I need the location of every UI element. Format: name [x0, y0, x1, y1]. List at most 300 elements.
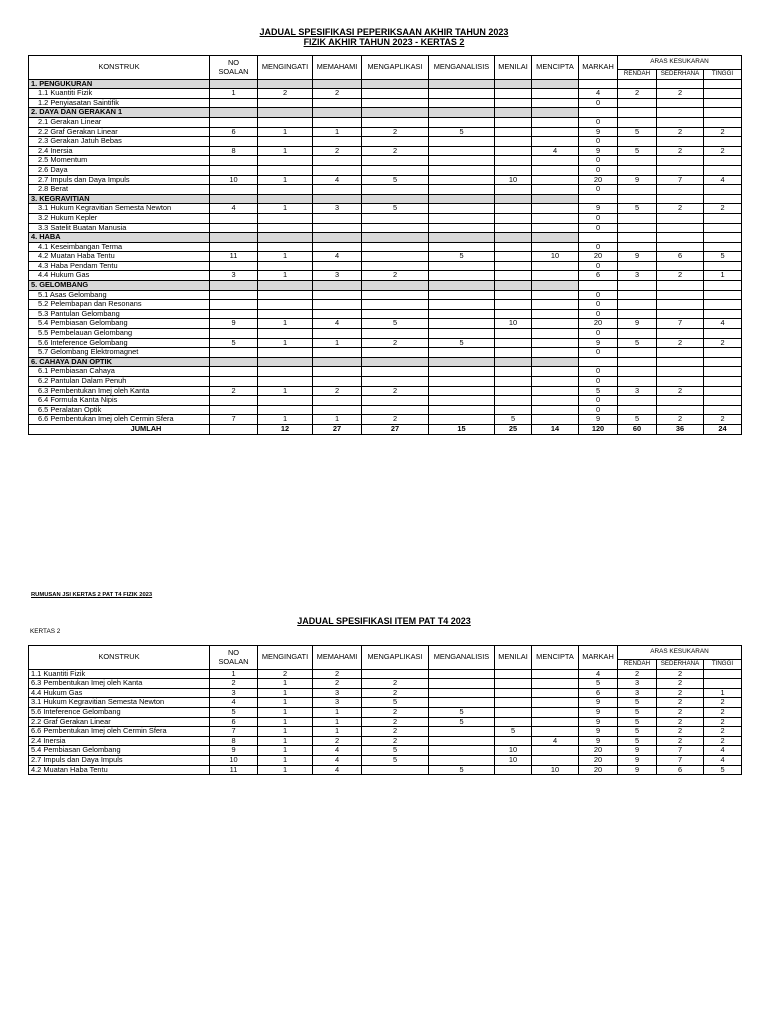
table-cell: [532, 271, 579, 281]
item-cell: [429, 755, 495, 765]
item-konstruk-label: 2.2 Graf Gerakan Linear: [29, 717, 210, 727]
item-cell: [495, 688, 532, 698]
table-cell: [532, 213, 579, 223]
item-cell: 20: [579, 755, 618, 765]
total-cell: 15: [429, 424, 495, 434]
table-cell: [258, 98, 313, 108]
section-cell: [618, 281, 657, 291]
rumusan-caption: RUMUSAN JSI KERTAS 2 PAT T4 FIZIK 2023: [31, 592, 153, 598]
section-row: [29, 194, 742, 204]
table-cell: 2: [313, 89, 362, 99]
table-cell: [258, 117, 313, 127]
table-cell: [210, 261, 258, 271]
table-cell: [618, 367, 657, 377]
item-cell: 10: [532, 765, 579, 775]
table-cell: [258, 261, 313, 271]
table-cell: [532, 338, 579, 348]
item-cell: 9: [579, 698, 618, 708]
table-cell: [532, 309, 579, 319]
table-cell: [313, 156, 362, 166]
table-cell: [313, 329, 362, 339]
table-cell: [210, 329, 258, 339]
header-mengingati: MENGINGATI: [258, 56, 313, 80]
item-table-title: JADUAL SPESIFIKASI ITEM PAT T4 2023: [297, 616, 471, 626]
table-cell: [210, 156, 258, 166]
table-cell: [495, 252, 532, 262]
table-cell: 9: [579, 204, 618, 214]
table-cell: [362, 156, 429, 166]
table-cell: [657, 223, 704, 233]
section-cell: [362, 108, 429, 118]
section-label: 4. HABA: [29, 233, 210, 243]
table-cell: 1: [313, 127, 362, 137]
item-konstruk-label: 1.1 Kuantiti Fizik: [29, 669, 210, 679]
section-cell: [532, 357, 579, 367]
item-cell: 2: [313, 669, 362, 679]
item-cell: 4: [532, 736, 579, 746]
table-cell: 3: [210, 271, 258, 281]
item-cell: [495, 736, 532, 746]
table-cell: [618, 377, 657, 387]
header-memahami: MEMAHAMI: [313, 56, 362, 80]
konstruk-label: 5.2 Pelembapan dan Resonans: [29, 300, 210, 310]
section-cell: [704, 194, 742, 204]
header-markah: MARKAH: [579, 56, 618, 80]
header-menganalisis: MENGANALISIS: [429, 56, 495, 80]
section-cell: [429, 108, 495, 118]
table-cell: 1: [210, 89, 258, 99]
section-cell: [210, 233, 258, 243]
table-cell: 0: [579, 98, 618, 108]
table-cell: [704, 348, 742, 358]
table-row: [29, 117, 742, 127]
table-cell: 2: [657, 204, 704, 214]
table-cell: [618, 309, 657, 319]
item-cell: 9: [579, 727, 618, 737]
item-cell: [532, 669, 579, 679]
item-cell: 3: [618, 679, 657, 689]
section-label: 1. PENGUKURAN: [29, 79, 210, 89]
table-cell: [362, 165, 429, 175]
item-cell: 5: [210, 707, 258, 717]
table-cell: [532, 377, 579, 387]
item-cell: [532, 698, 579, 708]
table-cell: [532, 415, 579, 425]
table-cell: [362, 348, 429, 358]
table-cell: 4: [313, 319, 362, 329]
item-row: [29, 727, 742, 737]
table-cell: [657, 396, 704, 406]
table-cell: 2: [704, 146, 742, 156]
table-cell: 1: [258, 271, 313, 281]
table-cell: [313, 185, 362, 195]
section-cell: [210, 357, 258, 367]
table-cell: 2: [657, 386, 704, 396]
table-row: [29, 271, 742, 281]
table-cell: 9: [579, 415, 618, 425]
table-cell: [495, 213, 532, 223]
table-cell: 11: [210, 252, 258, 262]
table-cell: [429, 261, 495, 271]
table-cell: 5: [704, 252, 742, 262]
table-cell: [429, 242, 495, 252]
item-cell: 2: [704, 717, 742, 727]
konstruk-label: 2.1 Gerakan Linear: [29, 117, 210, 127]
item-cell: 4: [313, 755, 362, 765]
item-konstruk-label: 4.2 Muatan Haba Tentu: [29, 765, 210, 775]
konstruk-label: 2.2 Graf Gerakan Linear: [29, 127, 210, 137]
table-cell: [657, 213, 704, 223]
table-cell: [532, 137, 579, 147]
section-cell: [258, 79, 313, 89]
table-cell: [495, 377, 532, 387]
table-cell: 1: [258, 415, 313, 425]
table-cell: [495, 117, 532, 127]
item-row: [29, 669, 742, 679]
konstruk-label: 2.6 Daya: [29, 165, 210, 175]
table-row: [29, 185, 742, 195]
table-cell: [429, 271, 495, 281]
header-aras-kesukaran-2: ARAS KESUKARAN: [618, 646, 742, 660]
section-cell: [429, 233, 495, 243]
table-cell: [258, 405, 313, 415]
item-cell: 5: [362, 755, 429, 765]
section-cell: [313, 194, 362, 204]
section-cell: [313, 79, 362, 89]
table-cell: [532, 175, 579, 185]
item-cell: 1: [258, 717, 313, 727]
table-main-body: [29, 79, 742, 434]
konstruk-label: 6.2 Pantulan Dalam Penuh: [29, 377, 210, 387]
item-cell: 1: [313, 727, 362, 737]
section-cell: [532, 108, 579, 118]
total-row: [29, 424, 742, 434]
item-cell: 3: [313, 698, 362, 708]
item-cell: [532, 717, 579, 727]
table-cell: [704, 185, 742, 195]
table-cell: [429, 405, 495, 415]
konstruk-label: 3.3 Satelit Buatan Manusia: [29, 223, 210, 233]
table-row: [29, 156, 742, 166]
table-cell: [210, 223, 258, 233]
section-cell: [210, 194, 258, 204]
table-cell: 7: [657, 175, 704, 185]
table-cell: [495, 396, 532, 406]
table-cell: 0: [579, 300, 618, 310]
table-cell: [362, 223, 429, 233]
table-cell: [313, 309, 362, 319]
specification-table-items: [28, 645, 742, 775]
total-cell: 36: [657, 424, 704, 434]
header-sederhana-2: SEDERHANA: [657, 660, 704, 670]
item-cell: 1: [313, 717, 362, 727]
section-cell: [704, 281, 742, 291]
table-cell: [532, 405, 579, 415]
total-cell: 12: [258, 424, 313, 434]
item-cell: 2: [657, 688, 704, 698]
table-cell: [618, 396, 657, 406]
table-cell: [313, 117, 362, 127]
table-cell: [362, 252, 429, 262]
table-row: [29, 290, 742, 300]
item-cell: 5: [579, 679, 618, 689]
table-cell: [362, 290, 429, 300]
table-cell: [362, 117, 429, 127]
table-cell: [704, 98, 742, 108]
item-cell: 2: [657, 669, 704, 679]
item-cell: 4: [704, 746, 742, 756]
section-cell: [657, 108, 704, 118]
item-konstruk-label: 3.1 Hukum Kegravitian Semesta Newton: [29, 698, 210, 708]
table-cell: [532, 396, 579, 406]
table-cell: [313, 261, 362, 271]
item-cell: 7: [657, 755, 704, 765]
document-subtitle: FIZIK AKHIR TAHUN 2023 - KERTAS 2: [303, 37, 465, 47]
header-menilai-2: MENILAI: [495, 646, 532, 670]
section-cell: [210, 79, 258, 89]
table-cell: [532, 117, 579, 127]
table-cell: 10: [532, 252, 579, 262]
table-cell: 2: [657, 338, 704, 348]
table-cell: 6: [210, 127, 258, 137]
table-cell: [495, 309, 532, 319]
table-row: [29, 204, 742, 214]
item-cell: 1: [258, 688, 313, 698]
section-cell: [704, 233, 742, 243]
item-row: [29, 688, 742, 698]
table-cell: [429, 386, 495, 396]
table-row: [29, 98, 742, 108]
table-cell: [429, 396, 495, 406]
table-cell: [362, 185, 429, 195]
item-cell: 2: [313, 736, 362, 746]
table-cell: [495, 271, 532, 281]
total-cell: 25: [495, 424, 532, 434]
table-cell: 9: [210, 319, 258, 329]
table-cell: [532, 223, 579, 233]
table-cell: [313, 405, 362, 415]
item-cell: 9: [579, 717, 618, 727]
item-cell: 3: [210, 688, 258, 698]
table-cell: 4: [704, 175, 742, 185]
item-cell: 10: [495, 755, 532, 765]
table-cell: [258, 309, 313, 319]
table-cell: [258, 367, 313, 377]
table-cell: [657, 137, 704, 147]
section-cell: [579, 194, 618, 204]
section-cell: [495, 357, 532, 367]
item-cell: 1: [258, 755, 313, 765]
table-cell: [495, 367, 532, 377]
item-cell: 1: [258, 707, 313, 717]
table-cell: [495, 185, 532, 195]
table-cell: [657, 300, 704, 310]
item-cell: [429, 727, 495, 737]
table-cell: [313, 396, 362, 406]
table-cell: 5: [618, 338, 657, 348]
konstruk-label: 5.4 Pembiasan Gelombang: [29, 319, 210, 329]
table-cell: 7: [657, 319, 704, 329]
table-cell: [618, 185, 657, 195]
table-cell: [618, 117, 657, 127]
table-cell: [532, 348, 579, 358]
item-cell: 5: [429, 707, 495, 717]
table-cell: [258, 290, 313, 300]
item-konstruk-label: 5.4 Pembiasan Gelombang: [29, 746, 210, 756]
table-cell: [618, 213, 657, 223]
table-cell: [495, 137, 532, 147]
table-cell: [704, 300, 742, 310]
konstruk-label: 5.5 Pembelauan Gelombang: [29, 329, 210, 339]
section-row: [29, 281, 742, 291]
table-cell: 0: [579, 242, 618, 252]
table-row: [29, 137, 742, 147]
table-cell: 0: [579, 396, 618, 406]
table-cell: [313, 213, 362, 223]
table-cell: [532, 89, 579, 99]
table-cell: [495, 290, 532, 300]
item-row: [29, 755, 742, 765]
table-cell: 1: [258, 252, 313, 262]
konstruk-label: 3.2 Hukum Kepler: [29, 213, 210, 223]
item-konstruk-label: 5.6 Inteference Gelombang: [29, 707, 210, 717]
section-cell: [579, 357, 618, 367]
section-cell: [258, 357, 313, 367]
item-cell: 2: [704, 707, 742, 717]
table-cell: [210, 242, 258, 252]
table-cell: 4: [532, 146, 579, 156]
table-cell: [313, 348, 362, 358]
konstruk-label: 2.8 Berat: [29, 185, 210, 195]
table-cell: [362, 309, 429, 319]
table-cell: 1: [313, 415, 362, 425]
item-cell: 1: [258, 727, 313, 737]
item-cell: 11: [210, 765, 258, 775]
konstruk-label: 2.4 Inersia: [29, 146, 210, 156]
table-cell: [258, 156, 313, 166]
section-label: 5. GELOMBANG: [29, 281, 210, 291]
konstruk-label: 5.1 Asas Gelombang: [29, 290, 210, 300]
table-cell: 2: [704, 127, 742, 137]
table-cell: [657, 261, 704, 271]
table-cell: 5: [362, 319, 429, 329]
table-cell: 3: [618, 271, 657, 281]
table-cell: [495, 146, 532, 156]
section-cell: [313, 108, 362, 118]
table-row: [29, 319, 742, 329]
section-cell: [657, 357, 704, 367]
section-cell: [362, 233, 429, 243]
table-cell: [495, 127, 532, 137]
table-cell: [704, 89, 742, 99]
konstruk-label: 5.3 Pantulan Gelombang: [29, 309, 210, 319]
table-cell: 3: [313, 204, 362, 214]
header-markah-2: MARKAH: [579, 646, 618, 670]
item-cell: 20: [579, 746, 618, 756]
table-cell: [657, 329, 704, 339]
table-cell: [495, 329, 532, 339]
table-cell: 20: [579, 252, 618, 262]
konstruk-label: 2.5 Momentum: [29, 156, 210, 166]
table-cell: 20: [579, 319, 618, 329]
table-cell: [532, 300, 579, 310]
section-cell: [657, 233, 704, 243]
table-cell: [313, 367, 362, 377]
table-cell: 9: [579, 146, 618, 156]
section-cell: [618, 79, 657, 89]
table-cell: [495, 338, 532, 348]
table-cell: 5: [618, 415, 657, 425]
total-cell: 24: [704, 424, 742, 434]
item-cell: 5: [618, 698, 657, 708]
item-row: [29, 746, 742, 756]
table-cell: 1: [258, 175, 313, 185]
table-cell: 0: [579, 223, 618, 233]
table-cell: [657, 117, 704, 127]
table-cell: 2: [210, 386, 258, 396]
konstruk-label: 2.7 Impuls dan Daya Impuls: [29, 175, 210, 185]
table-cell: [429, 367, 495, 377]
table-cell: [362, 98, 429, 108]
section-cell: [495, 281, 532, 291]
table-cell: 3: [618, 386, 657, 396]
table-row: [29, 405, 742, 415]
table-cell: 5: [579, 386, 618, 396]
item-row: [29, 736, 742, 746]
item-cell: 7: [210, 727, 258, 737]
section-cell: [579, 233, 618, 243]
section-cell: [618, 108, 657, 118]
item-cell: 6: [579, 688, 618, 698]
table-cell: [704, 377, 742, 387]
header-sederhana: SEDERHANA: [657, 70, 704, 80]
table-cell: [210, 165, 258, 175]
table-cell: [495, 405, 532, 415]
table-cell: [429, 300, 495, 310]
konstruk-label: 1.1 Kuantiti Fizik: [29, 89, 210, 99]
section-cell: [495, 108, 532, 118]
konstruk-label: 3.1 Hukum Kegravitian Semesta Newton: [29, 204, 210, 214]
table-cell: [258, 329, 313, 339]
item-row: [29, 698, 742, 708]
table-cell: [704, 165, 742, 175]
table-cell: [429, 348, 495, 358]
section-label: 6. CAHAYA DAN OPTIK: [29, 357, 210, 367]
table-cell: [704, 405, 742, 415]
table-cell: [210, 117, 258, 127]
item-cell: 9: [618, 765, 657, 775]
table-cell: [657, 348, 704, 358]
table-cell: 2: [313, 146, 362, 156]
table-cell: 6: [579, 271, 618, 281]
table-cell: [704, 156, 742, 166]
table-cell: [704, 242, 742, 252]
table-cell: 5: [495, 415, 532, 425]
table-cell: [429, 185, 495, 195]
table-cell: 4: [210, 204, 258, 214]
total-cell: 27: [362, 424, 429, 434]
table-cell: 10: [495, 319, 532, 329]
item-cell: 5: [618, 717, 657, 727]
item-cell: 5: [704, 765, 742, 775]
table-cell: 0: [579, 309, 618, 319]
section-cell: [618, 233, 657, 243]
table-cell: 9: [579, 127, 618, 137]
item-cell: [704, 679, 742, 689]
item-cell: 2: [657, 717, 704, 727]
table-cell: 1: [258, 127, 313, 137]
table-cell: 2: [362, 271, 429, 281]
